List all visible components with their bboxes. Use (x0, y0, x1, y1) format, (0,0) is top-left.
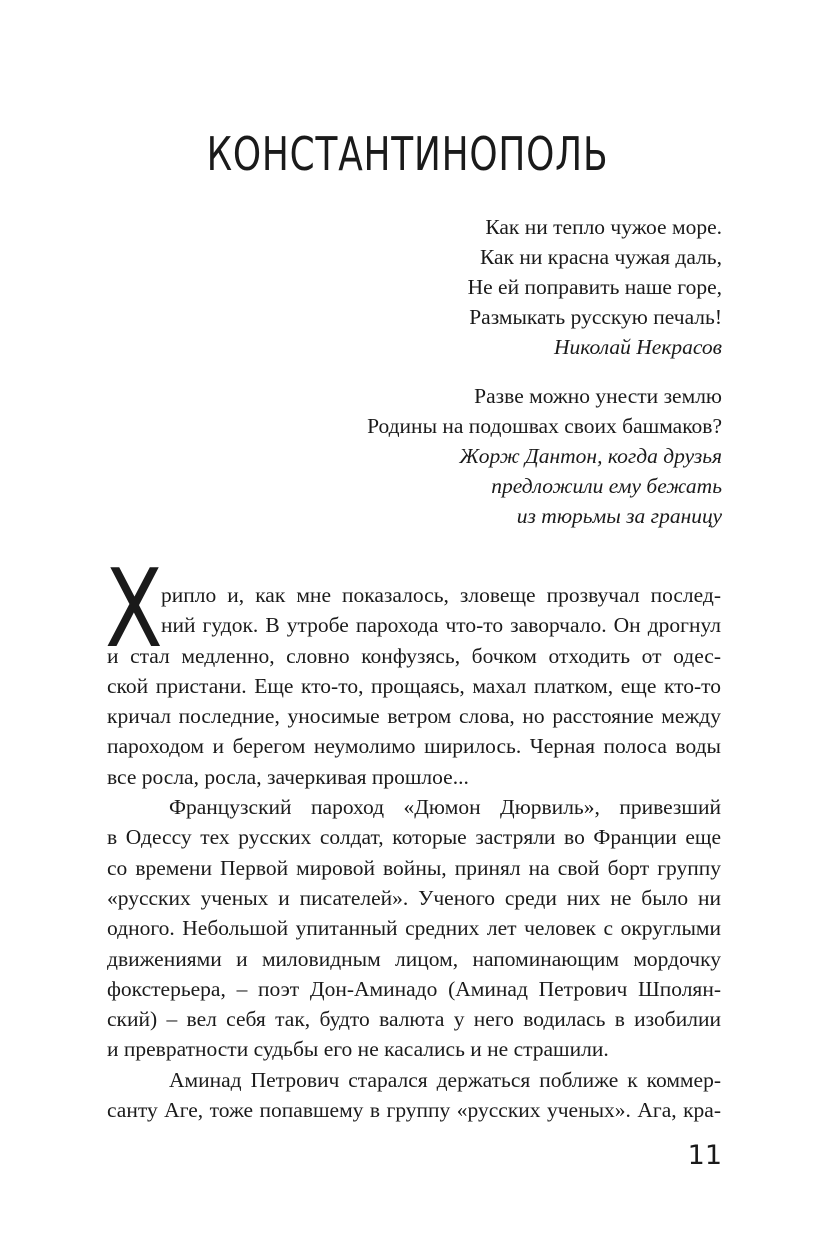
epigraph-line: Как ни тепло чужое море. (485, 215, 722, 239)
text-line: пароходом и берегом неумолимо ширилось. Черная полоса воды (107, 734, 721, 759)
text-line: фокстерьера, – поэт Дон-Аминадо (Аминад Петрович Шполян- (107, 976, 721, 1001)
epigraph-author: из тюрьмы за границу (516, 504, 722, 528)
page-number: 11 (687, 1140, 722, 1171)
paragraph-3 (107, 1065, 721, 1126)
text-line: Французский пароход «Дюмон Дюрвиль», привезший (169, 795, 721, 820)
text-line: ний гудок. В утробе парохода что-то заворчало. Он дрогнул (161, 613, 721, 638)
epigraph-line: Разве можно унести землю (474, 384, 722, 408)
text-line: ской пристани. Еще кто-то, прощаясь, махал платком, еще кто-то (107, 673, 721, 698)
text-line: и превратности судьбы его не касались и не страшили. (107, 1037, 609, 1062)
epigraph-author: Николай Некрасов (554, 335, 722, 359)
text-line: одного. Небольшой упитанный средних лет человек с округлыми (107, 916, 721, 941)
epigraph-line: Не ей поправить наше горе, (467, 275, 722, 299)
paragraph-1 (107, 580, 721, 792)
epigraph-danton (367, 381, 722, 531)
epigraph-author: предложили ему бежать (491, 474, 722, 498)
text-line: в Одессу тех русских солдат, которые застряли во Франции еще (107, 825, 721, 850)
text-line: санту Аге, тоже попавшему в группу «русских ученых». Ага, кра- (107, 1098, 721, 1123)
epigraph-nekrasov (468, 212, 722, 362)
text-line: рипло и, как мне показалось, зловеще прозвучал послед- (161, 583, 721, 607)
epigraph-line: Как ни красна чужая даль, (479, 245, 722, 269)
text-line: и стал медленно, словно конфузясь, бочком отходить от одес- (107, 643, 721, 668)
text-line: движениями и миловидным лицом, напоминающим мордочку (107, 946, 721, 971)
text-line: «русских ученых и писателей». Ученого среди них не было ни (107, 885, 721, 910)
epigraph-line: Размыкать русскую печаль! (469, 305, 722, 329)
text-line: со времени Первой мировой войны, принял на свой борт группу (107, 855, 721, 880)
epigraph-author: Жорж Дантон, когда друзья (459, 444, 722, 468)
text-line: все росла, росла, зачеркивая прошлое... (107, 764, 469, 789)
paragraph-2 (107, 792, 721, 1065)
text-line: кричал последние, уносимые ветром слова, но расстояние между (107, 704, 721, 729)
body-text (107, 580, 721, 1125)
chapter-title: КОНСТАНТИНОПОЛЬ (206, 127, 609, 181)
drop-cap: Х (105, 547, 163, 672)
epigraph-line: Родины на подошвах своих башмаков? (367, 414, 722, 438)
text-line: Аминад Петрович старался держаться поближе к коммер- (169, 1067, 721, 1092)
text-line: ский) – вел себя так, будто валюта у него водилась в изобилии (107, 1007, 721, 1032)
